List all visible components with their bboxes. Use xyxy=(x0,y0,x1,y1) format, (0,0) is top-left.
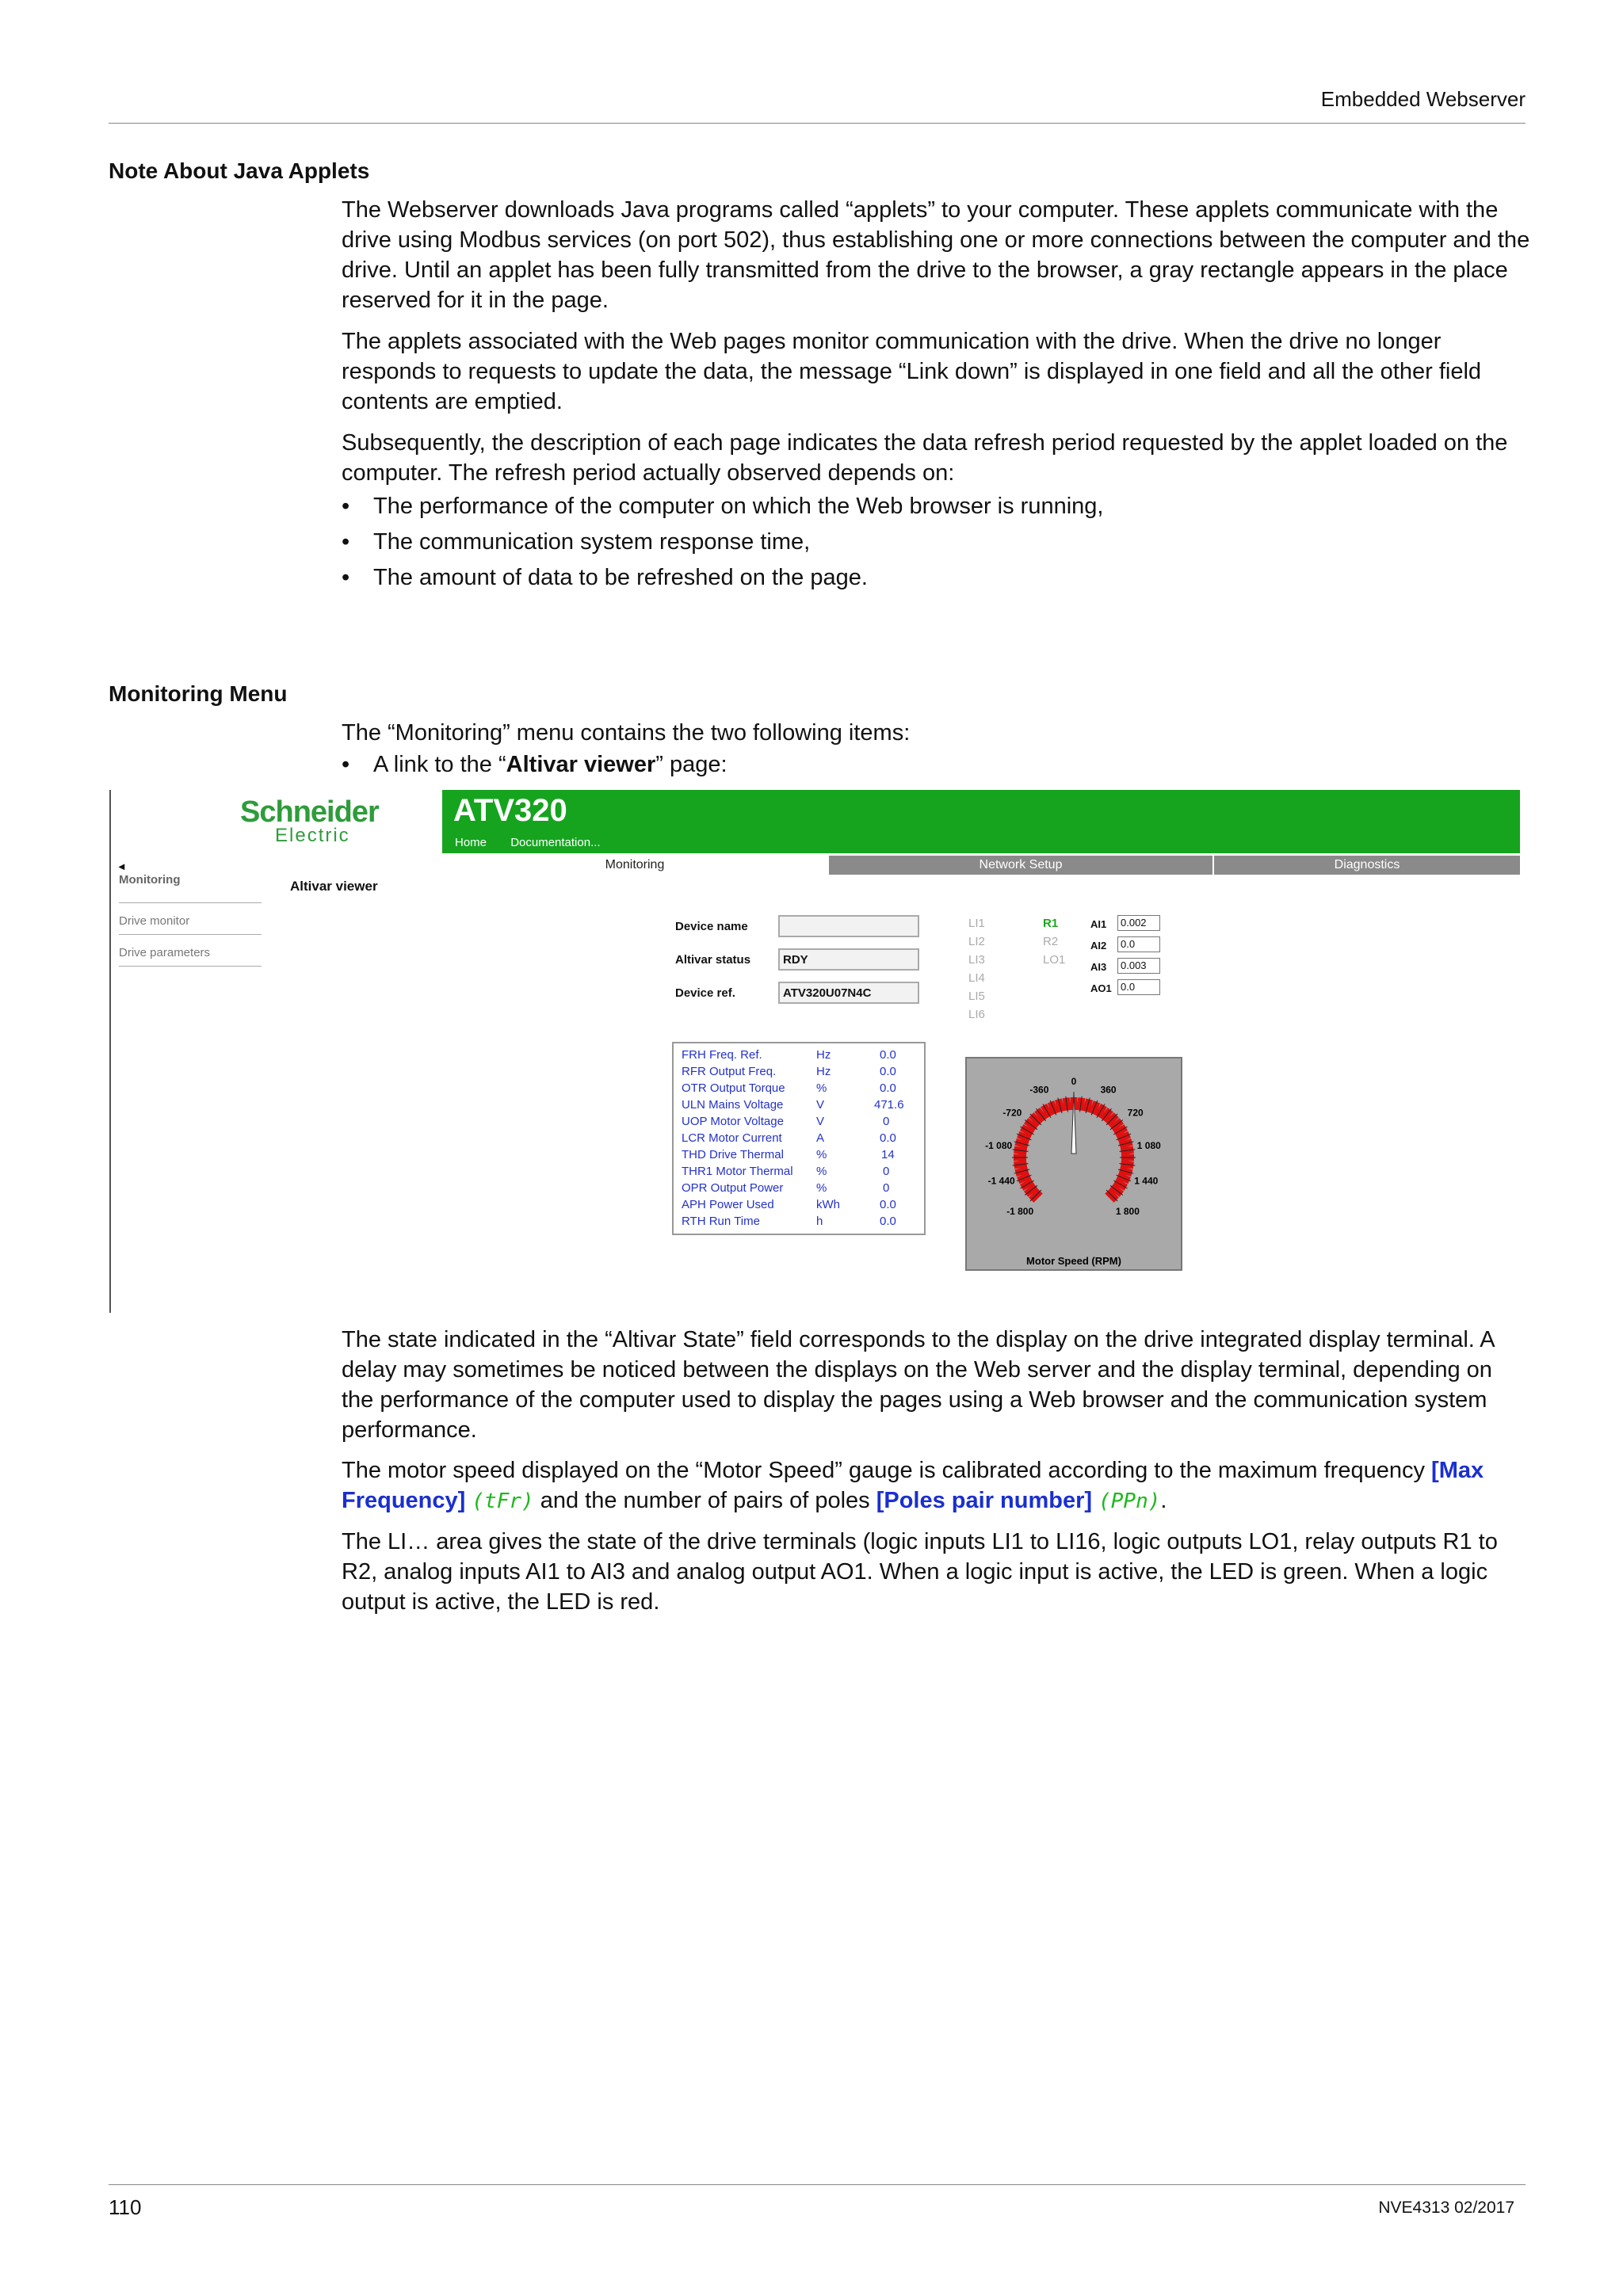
schneider-logo: Schneider Electric xyxy=(240,795,379,846)
ai1-value: 0.002 xyxy=(1117,915,1160,931)
code-ppn: PPn xyxy=(1110,1489,1148,1513)
device-name-field xyxy=(778,915,919,937)
java-paragraph-2: The applets associated with the Web pages monitor communication with the drive. When the drive no longer responds to requests to update the data, the message “Link down” is displayed in one field and all the other field contents are emptied. xyxy=(342,329,1482,414)
tab-network-setup[interactable]: Network Setup xyxy=(829,856,1212,875)
gauge-tick-label: -360 xyxy=(1029,1084,1049,1096)
webserver-screenshot xyxy=(109,790,1520,1313)
sidebar xyxy=(119,860,262,967)
gauge-tick-label: 0 xyxy=(1071,1076,1077,1087)
screenshot-border xyxy=(109,790,111,1313)
device-ref-label: Device ref. xyxy=(675,986,735,1000)
list-item: • The communication system response time, xyxy=(342,529,811,555)
logic-input-led: LI1 xyxy=(968,917,985,930)
gauge-tick-label: -720 xyxy=(1002,1107,1022,1119)
ai2-label: AI2 xyxy=(1090,940,1107,952)
page-number: 110 xyxy=(109,2195,142,2219)
java-heading: Note About Java Applets xyxy=(109,158,370,183)
monitoring-intro: The “Monitoring” menu contains the two following items: xyxy=(342,720,911,746)
gauge-tick-label: 360 xyxy=(1100,1084,1117,1096)
logic-input-led: LI3 xyxy=(968,953,985,967)
nav-documentation-link[interactable]: Documentation... xyxy=(510,836,601,849)
tab-diagnostics[interactable]: Diagnostics xyxy=(1214,856,1520,875)
java-paragraph-3: Subsequently, the description of each page indicates the data refresh period requested by the applet loaded on the computer. The refresh period actually observed depends on: xyxy=(342,430,1508,486)
ao1-label: AO1 xyxy=(1090,982,1112,994)
device-name-label: Device name xyxy=(675,920,748,933)
sidebar-header: Monitoring xyxy=(119,873,181,887)
list-item: • The performance of the computer on which the Web browser is running, xyxy=(342,494,1104,519)
param-max-frequency: [Max Frequency] xyxy=(342,1458,1484,1513)
doc-reference: NVE4313 02/2017 xyxy=(1378,2199,1514,2217)
java-paragraph-1: The Webserver downloads Java programs called “applets” to your computer. These applets communicate with the drive using Modbus services (on port 502), thus establishing one or more connections between the computer and the drive. Until an applet has been fully transmitted from the drive to the browser, a gray rectangle appears in the place reserved for it in the page. xyxy=(342,197,1530,313)
altivar-status-label: Altivar status xyxy=(675,953,751,967)
code-tfr: tFr xyxy=(484,1489,522,1513)
monitoring-paragraph-1: The state indicated in the “Altivar State” field corresponds to the display on the drive integrated display terminal. A delay may sometimes be noticed between the displays on the Web server and the display terminal, depending on the performance of the computer used to display the pages using a Web browser and the communication system performance. xyxy=(342,1327,1495,1443)
product-banner xyxy=(442,790,1520,853)
gauge-title: Motor Speed (RPM) xyxy=(1026,1255,1121,1267)
footer-rule xyxy=(109,2184,1526,2185)
logic-output-lo1-led: LO1 xyxy=(1043,953,1066,967)
monitor-table: FRH Freq. Ref. Hz 0.0 RFR Output Freq. Hz 0.0 OTR Output Torque % 0.0 ULN Mains Voltage V 471.6 UOP Motor Voltage V 0 LCR Motor Current A 0.0 THD Drive Thermal % 14 THR1 Motor Thermal % 0 OPR Output Power % 0 APH Power Used kWh 0.0 RTH Run Time h 0.0 xyxy=(672,1042,926,1235)
gauge-tick-label: 1 800 xyxy=(1115,1205,1140,1217)
relay-r1-led: R1 xyxy=(1043,917,1059,930)
page-title: Altivar viewer xyxy=(290,879,378,894)
param-poles-pair: [Poles pair number] xyxy=(876,1488,1093,1513)
relay-r2-led: R2 xyxy=(1043,935,1059,948)
ai3-value: 0.003 xyxy=(1117,958,1160,974)
gauge-dial xyxy=(967,1058,1181,1269)
monitoring-heading: Monitoring Menu xyxy=(109,681,288,706)
nav-home-link[interactable]: Home xyxy=(455,836,487,849)
gauge-tick-label: 1 440 xyxy=(1134,1175,1159,1187)
logic-input-led: LI6 xyxy=(968,1008,985,1021)
gauge-tick-label: -1 080 xyxy=(985,1139,1013,1151)
logic-input-led: LI2 xyxy=(968,935,985,948)
ao1-value: 0.0 xyxy=(1117,979,1160,995)
list-item: • The amount of data to be refreshed on the page. xyxy=(342,565,868,590)
logic-input-led: LI4 xyxy=(968,971,985,985)
monitoring-paragraph-3: The LI… area gives the state of the drive terminals (logic inputs LI1 to LI16, logic outputs LO1, relay outputs R1 to R2, analog inputs AI1 to AI3 and analog output AO1. When a logic input is active, the LED is green. When a logic output is active, the LED is red. xyxy=(342,1529,1498,1615)
logic-input-led: LI5 xyxy=(968,990,985,1003)
collapse-icon[interactable]: ◂ xyxy=(119,860,125,872)
monitoring-paragraph-2: The motor speed displayed on the “Motor Speed” gauge is calibrated according to the maximum frequency [Max Frequency] (tFr) and the number of pairs of poles [Poles pair number] (PPn). xyxy=(342,1458,1484,1513)
ai1-label: AI1 xyxy=(1090,918,1107,930)
gauge-tick-label: -1 440 xyxy=(987,1175,1015,1187)
sidebar-item-drive-parameters[interactable]: Drive parameters xyxy=(119,935,262,967)
tab-bar xyxy=(442,856,1520,875)
ai3-label: AI3 xyxy=(1090,961,1107,973)
product-title: ATV320 xyxy=(453,793,567,828)
page-header-title: Embedded Webserver xyxy=(1320,87,1526,111)
gauge-tick-label: -1 800 xyxy=(1006,1205,1034,1217)
ai2-value: 0.0 xyxy=(1117,936,1160,952)
list-item: • A link to the “Altivar viewer” page: xyxy=(342,752,727,777)
altivar-status-field: RDY xyxy=(778,948,919,971)
tab-monitoring[interactable]: Monitoring xyxy=(442,856,827,875)
gauge-tick-label: 720 xyxy=(1127,1107,1144,1119)
header-rule xyxy=(109,123,1526,124)
device-ref-field: ATV320U07N4C xyxy=(778,982,919,1004)
motor-speed-gauge xyxy=(965,1057,1182,1271)
gauge-tick-label: 1 080 xyxy=(1136,1139,1161,1151)
sidebar-item-drive-monitor[interactable]: Drive monitor xyxy=(119,903,262,935)
